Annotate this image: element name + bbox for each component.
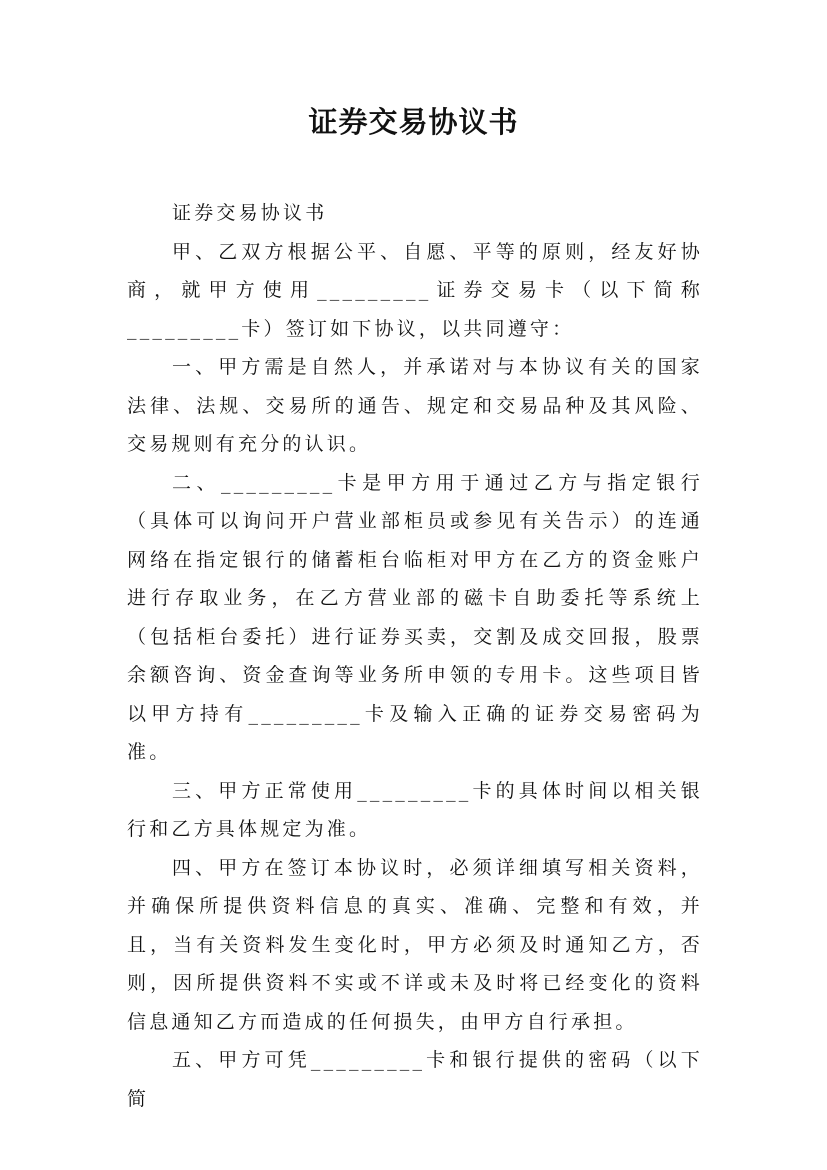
paragraph-clause-2: 二、_________卡是甲方用于通过乙方与指定银行（具体可以询问开户营业部柜员或参见有关告示）的连通网络在指定银行的储蓄柜台临柜对甲方在乙方的资金账户进行存取业务，在乙方营业部的磁卡自助委托等系统上（包括柜台委托）进行证券买卖，交割及成交回报，股票余额咨询、资金查询等业务所申领的专用卡。这些项目皆以甲方持有_________卡及输入正确的证券交易密码为准。 bbox=[127, 471, 703, 763]
document-body bbox=[127, 194, 703, 1118]
paragraph-clause-1: 一、甲方需是自然人，并承诺对与本协议有关的国家法律、法规、交易所的通告、规定和交易品种及其风险、交易规则有充分的认识。 bbox=[127, 356, 703, 455]
paragraph-clause-4: 四、甲方在签订本协议时，必须详细填写相关资料，并确保所提供资料信息的真实、准确、完整和有效，并且，当有关资料发生变化时，甲方必须及时通知乙方，否则，因所提供资料不实或不详或未及时将已经变化的资料信息通知乙方而造成的任何损失，由甲方自行承担。 bbox=[127, 856, 703, 1033]
paragraph-heading: 证券交易协议书 bbox=[172, 202, 328, 224]
paragraph-preamble: 甲、乙双方根据公平、自愿、平等的原则，经友好协商，就甲方使用_________证券交易卡（以下简称_________卡）签订如下协议，以共同遵守： bbox=[127, 240, 703, 340]
document-title: 证券交易协议书 bbox=[308, 105, 519, 139]
paragraph-clause-3: 三、甲方正常使用_________卡的具体时间以相关银行和乙方具体规定为准。 bbox=[127, 779, 703, 840]
paragraph-clause-5: 五、甲方可凭_________卡和银行提供的密码（以下简 bbox=[127, 1049, 703, 1110]
